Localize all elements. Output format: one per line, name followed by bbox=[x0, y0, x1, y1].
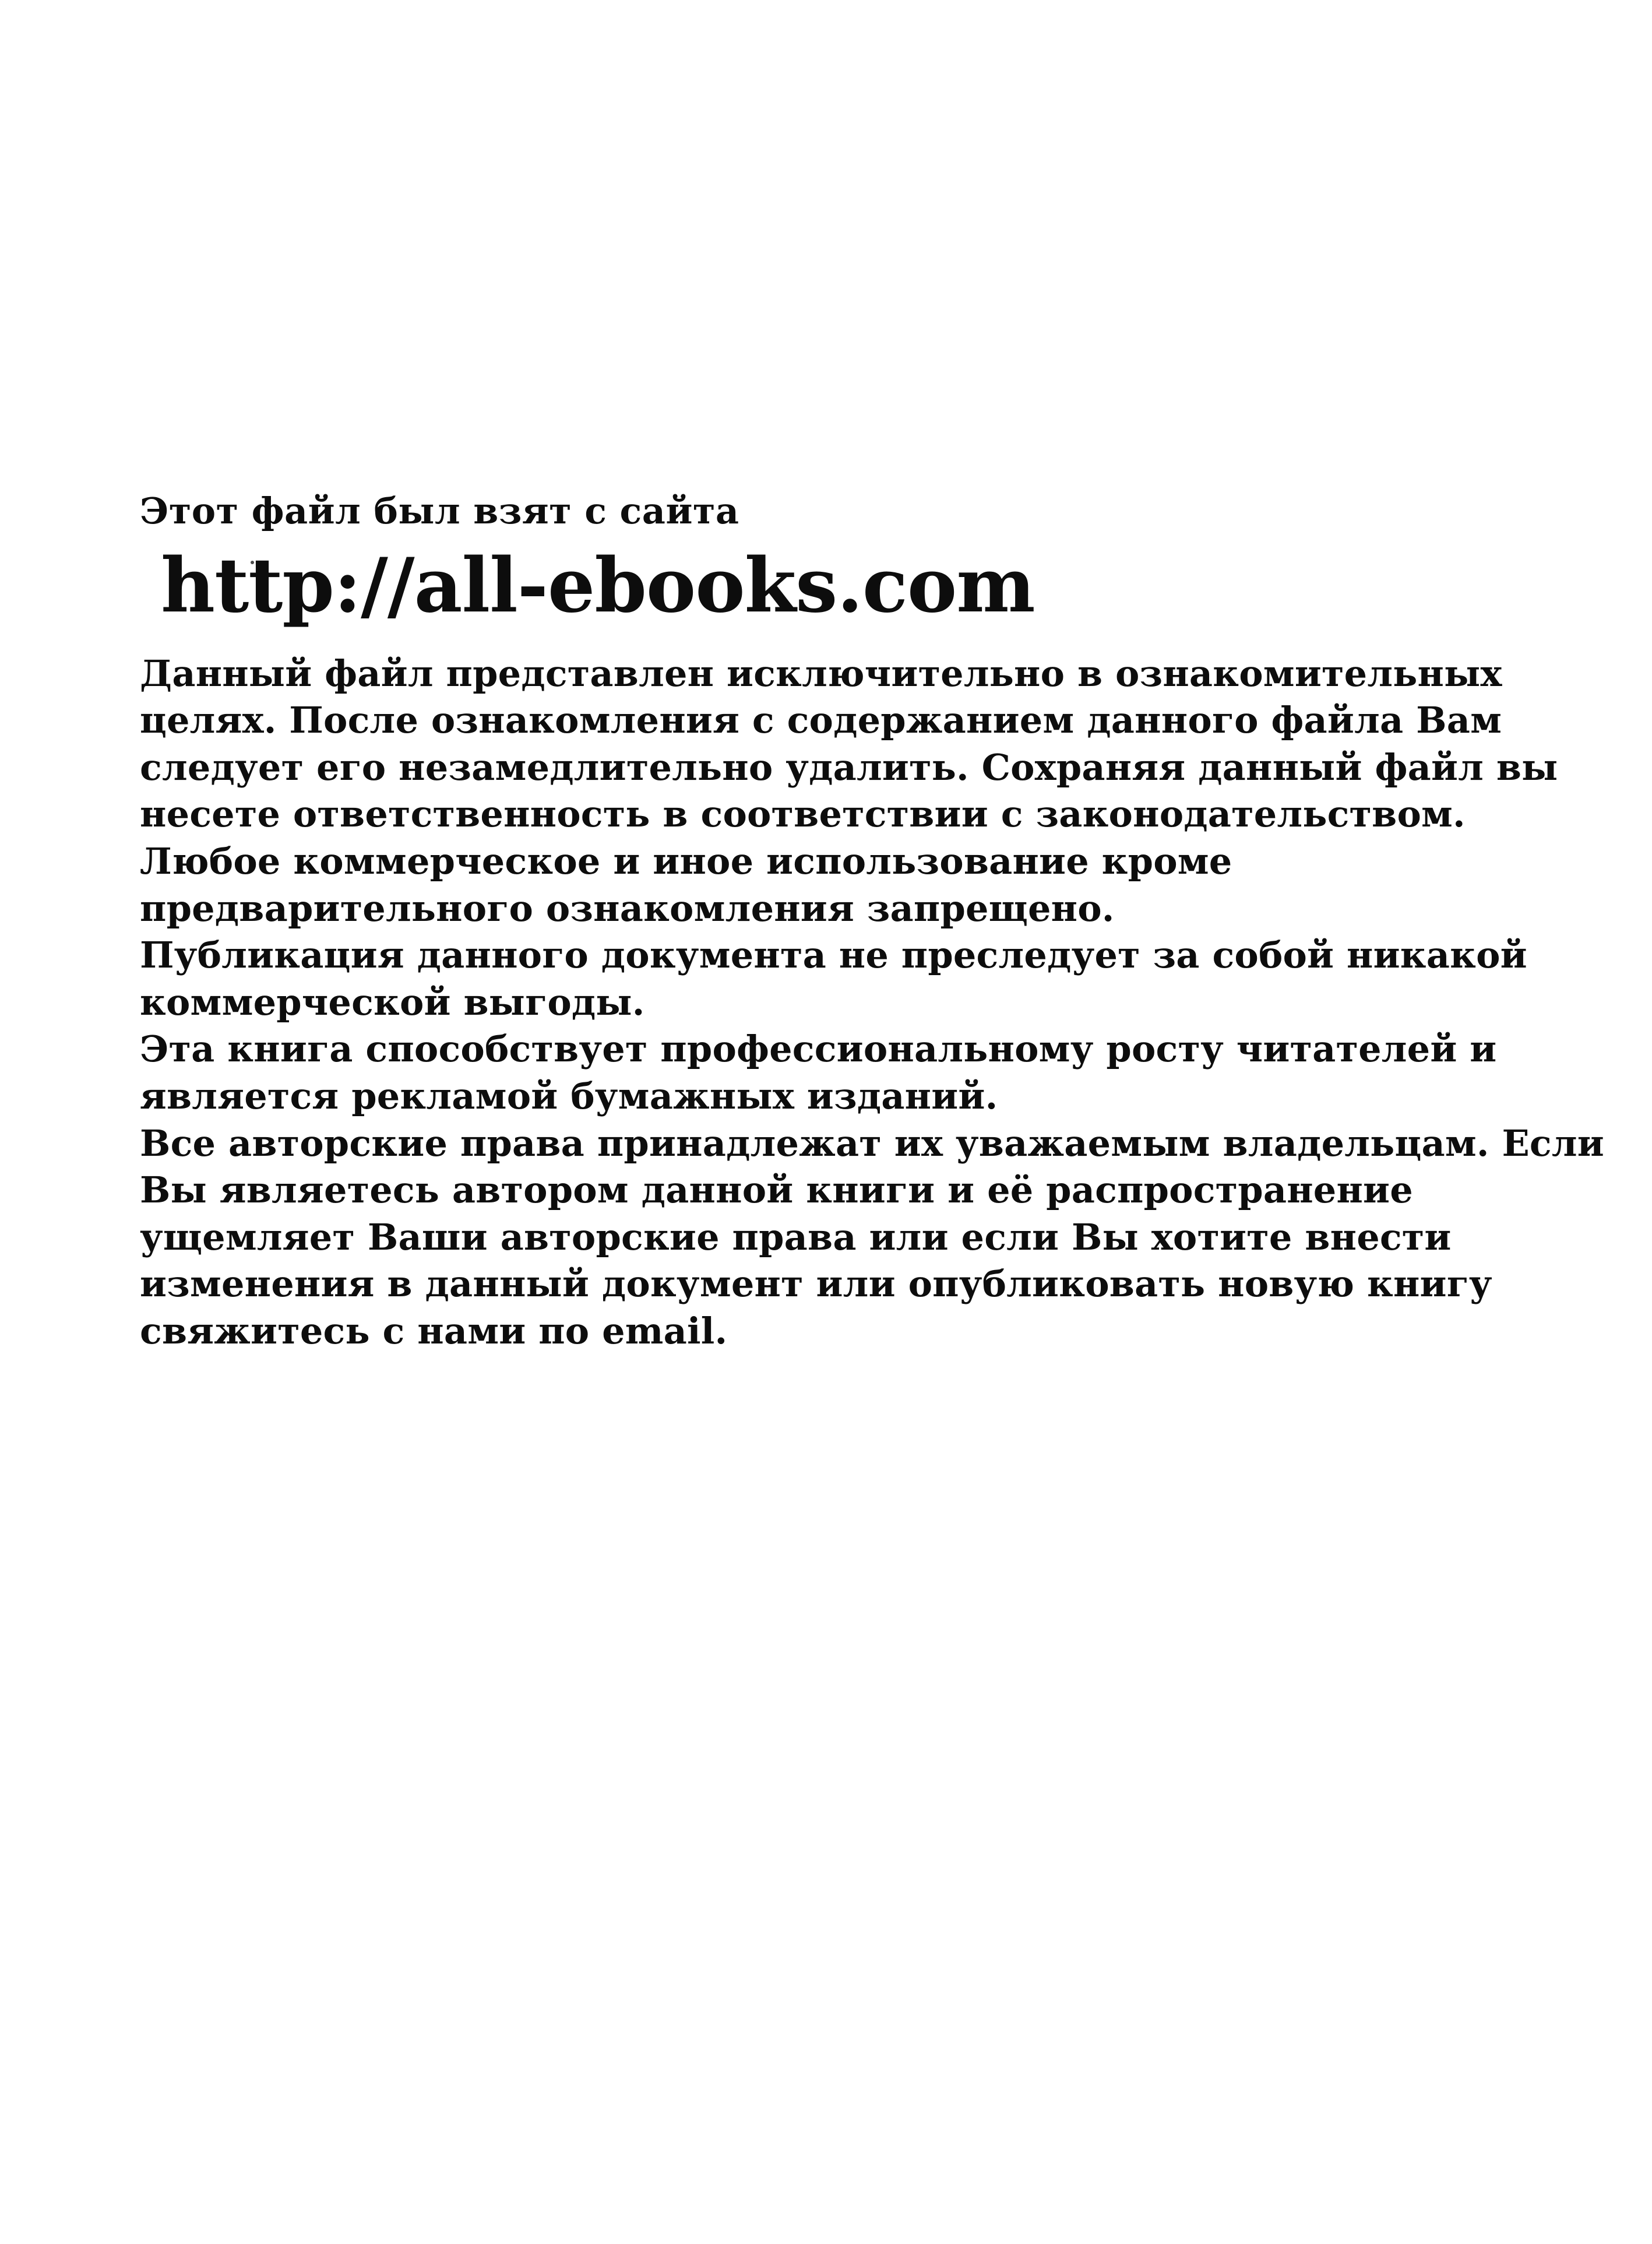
intro-line: Этот файл был взят с сайта bbox=[140, 490, 739, 532]
disclaimer-paragraph: Публикация данного документа не преследует за собой никакой коммерческой выгоды. bbox=[140, 934, 1527, 1023]
document-content bbox=[140, 490, 1632, 1355]
disclaimer-paragraph: Эта книга способствует профессиональному росту читателей и является рекламой бумажных изданий. bbox=[140, 1028, 1497, 1117]
disclaimer-paragraph: Данный файл представлен исключительно в ознакомительных целях. После ознакомления с содержанием данного файла Вам следует его незамедлительно удалить. Сохраняя данный файл вы несете ответственность в соответствии с законодательством. bbox=[140, 652, 1558, 836]
disclaimer-paragraphs bbox=[140, 650, 1632, 1355]
disclaimer-paragraph: Любое коммерческое и иное использование кроме предварительного ознакомления запрещено. bbox=[140, 839, 1232, 930]
site-url-heading: http://all-ebooks.com bbox=[161, 542, 1035, 630]
disclaimer-paragraph: Все авторские права принадлежат их уважаемым владельцам. Если Вы являетесь автором данной книги и её распространение ущемляет Ваши авторские права или если Вы хотите внести изменения в данный документ или опубликовать новую книгу свяжитесь с нами по email. bbox=[140, 1121, 1604, 1352]
